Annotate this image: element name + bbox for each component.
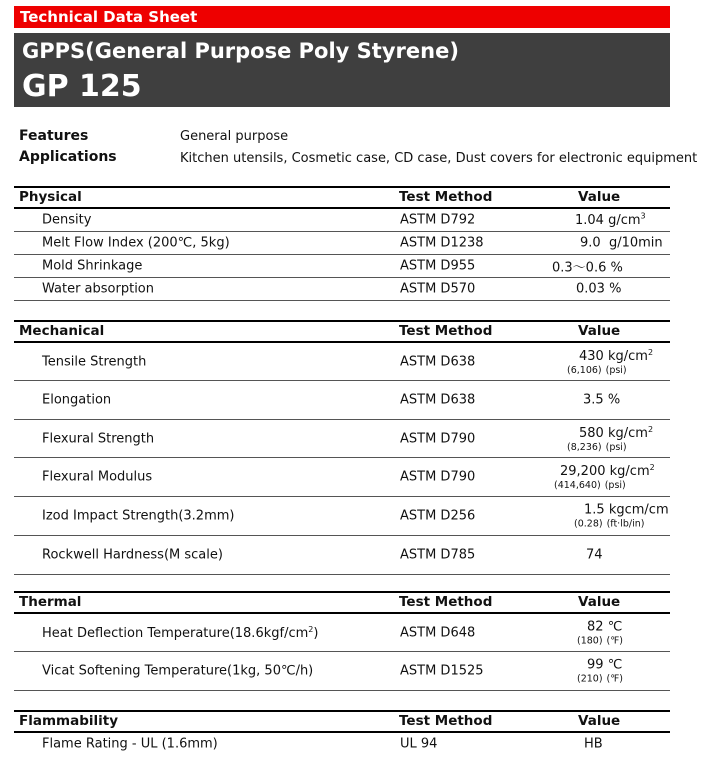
flammability-title: Flammability (19, 713, 119, 729)
document-type-title: Technical Data Sheet (20, 8, 198, 26)
test-method: ASTM D792 (400, 212, 476, 228)
property-value: 0.03 % (576, 281, 622, 297)
physical-title: Physical (19, 189, 82, 205)
property-value: 9.0 g/10min (580, 235, 663, 251)
table-row (14, 232, 670, 255)
table-row (14, 614, 670, 652)
product-header (14, 33, 670, 107)
value-header: Value (578, 323, 621, 339)
property-name: Density (42, 212, 92, 228)
property-value: 1.04 $g/cm^3$ (575, 211, 646, 229)
test-method-header: Test Method (399, 713, 493, 729)
physical-section (14, 186, 670, 301)
property-value: 580 $kg/cm^2$ (8,236) (psi) (567, 424, 654, 453)
test-method: UL 94 (400, 736, 438, 752)
table-row (14, 652, 670, 691)
applications-label: Applications (19, 149, 117, 165)
test-method: ASTM D785 (400, 547, 476, 563)
table-row (14, 255, 670, 278)
table-row (14, 381, 670, 420)
test-method: ASTM D790 (400, 469, 476, 485)
flammability-section (14, 710, 670, 755)
flammability-header (14, 710, 670, 733)
thermal-header (14, 591, 670, 614)
table-row (14, 420, 670, 458)
mechanical-title: Mechanical (19, 323, 105, 339)
physical-header (14, 186, 670, 209)
document-type-bar (14, 6, 670, 28)
property-value: 0.3～0.6 % (552, 260, 623, 276)
property-name: Flexural Strength (42, 431, 155, 446)
test-method: ASTM D648 (400, 625, 476, 640)
test-method: ASTM D1238 (400, 235, 484, 251)
property-name: Tensile Strength (42, 354, 147, 369)
test-method: ASTM D256 (400, 508, 476, 524)
property-value: 430 $kg/cm^2$ (6,106) (psi) (567, 347, 654, 376)
test-method: ASTM D955 (400, 258, 476, 274)
property-name: Vicat Softening Temperature(1kg, 50℃/h) (42, 663, 314, 679)
test-method: ASTM D1525 (400, 663, 484, 679)
value-header: Value (578, 189, 621, 205)
property-name: Water absorption (42, 281, 155, 297)
table-row (14, 497, 670, 536)
table-row (14, 209, 670, 232)
property-value: 82 ℃ (180) (℉) (577, 619, 624, 646)
test-method-header: Test Method (399, 189, 493, 205)
value-header: Value (578, 594, 621, 610)
property-name: Mold Shrinkage (42, 258, 143, 274)
table-row (14, 733, 670, 755)
thermal-title: Thermal (19, 594, 82, 610)
product-model: GP 125 (22, 69, 142, 104)
table-row (14, 278, 670, 301)
features-value: General purpose (180, 129, 289, 144)
property-value: 29,200 $kg/cm^2$ (414,640) (psi) (554, 462, 655, 492)
property-name: Izod Impact Strength(3.2mm) (42, 508, 235, 524)
property-name: Flame Rating - UL (1.6mm) (42, 736, 218, 752)
property-name: Flexural Modulus (42, 469, 153, 485)
test-method-header: Test Method (399, 323, 493, 339)
property-value: 3.5 % (583, 392, 621, 408)
test-method: ASTM D638 (400, 354, 476, 369)
test-method: ASTM D790 (400, 431, 476, 446)
property-name: Rockwell Hardness(M scale) (42, 547, 223, 563)
property-value: 99 ℃ (210) (℉) (577, 657, 624, 685)
test-method: ASTM D638 (400, 392, 476, 408)
mechanical-section (14, 320, 670, 575)
mechanical-header (14, 320, 670, 343)
test-method-header: Test Method (399, 594, 493, 610)
thermal-section (14, 591, 670, 691)
product-subtitle: GPPS(General Purpose Poly Styrene) (22, 39, 459, 63)
table-row (14, 536, 670, 575)
property-name: Melt Flow Index (200℃, 5kg) (42, 235, 230, 251)
table-row (14, 458, 670, 497)
applications-value: Kitchen utensils, Cosmetic case, CD case, Dust covers for electronic equipment (180, 151, 698, 166)
property-value: 74 (586, 547, 603, 563)
table-row (14, 343, 670, 381)
property-name: Elongation (42, 392, 112, 408)
property-name: Heat Deflection $Temperature(18.6kgf/cm^2)$ (42, 624, 319, 641)
property-value: 1.5 kgcm/cm (0.28) (ft·lb/in) (574, 502, 669, 530)
test-method: ASTM D570 (400, 281, 476, 297)
value-header: Value (578, 713, 621, 729)
property-value: HB (584, 736, 603, 752)
features-label: Features (19, 128, 89, 144)
